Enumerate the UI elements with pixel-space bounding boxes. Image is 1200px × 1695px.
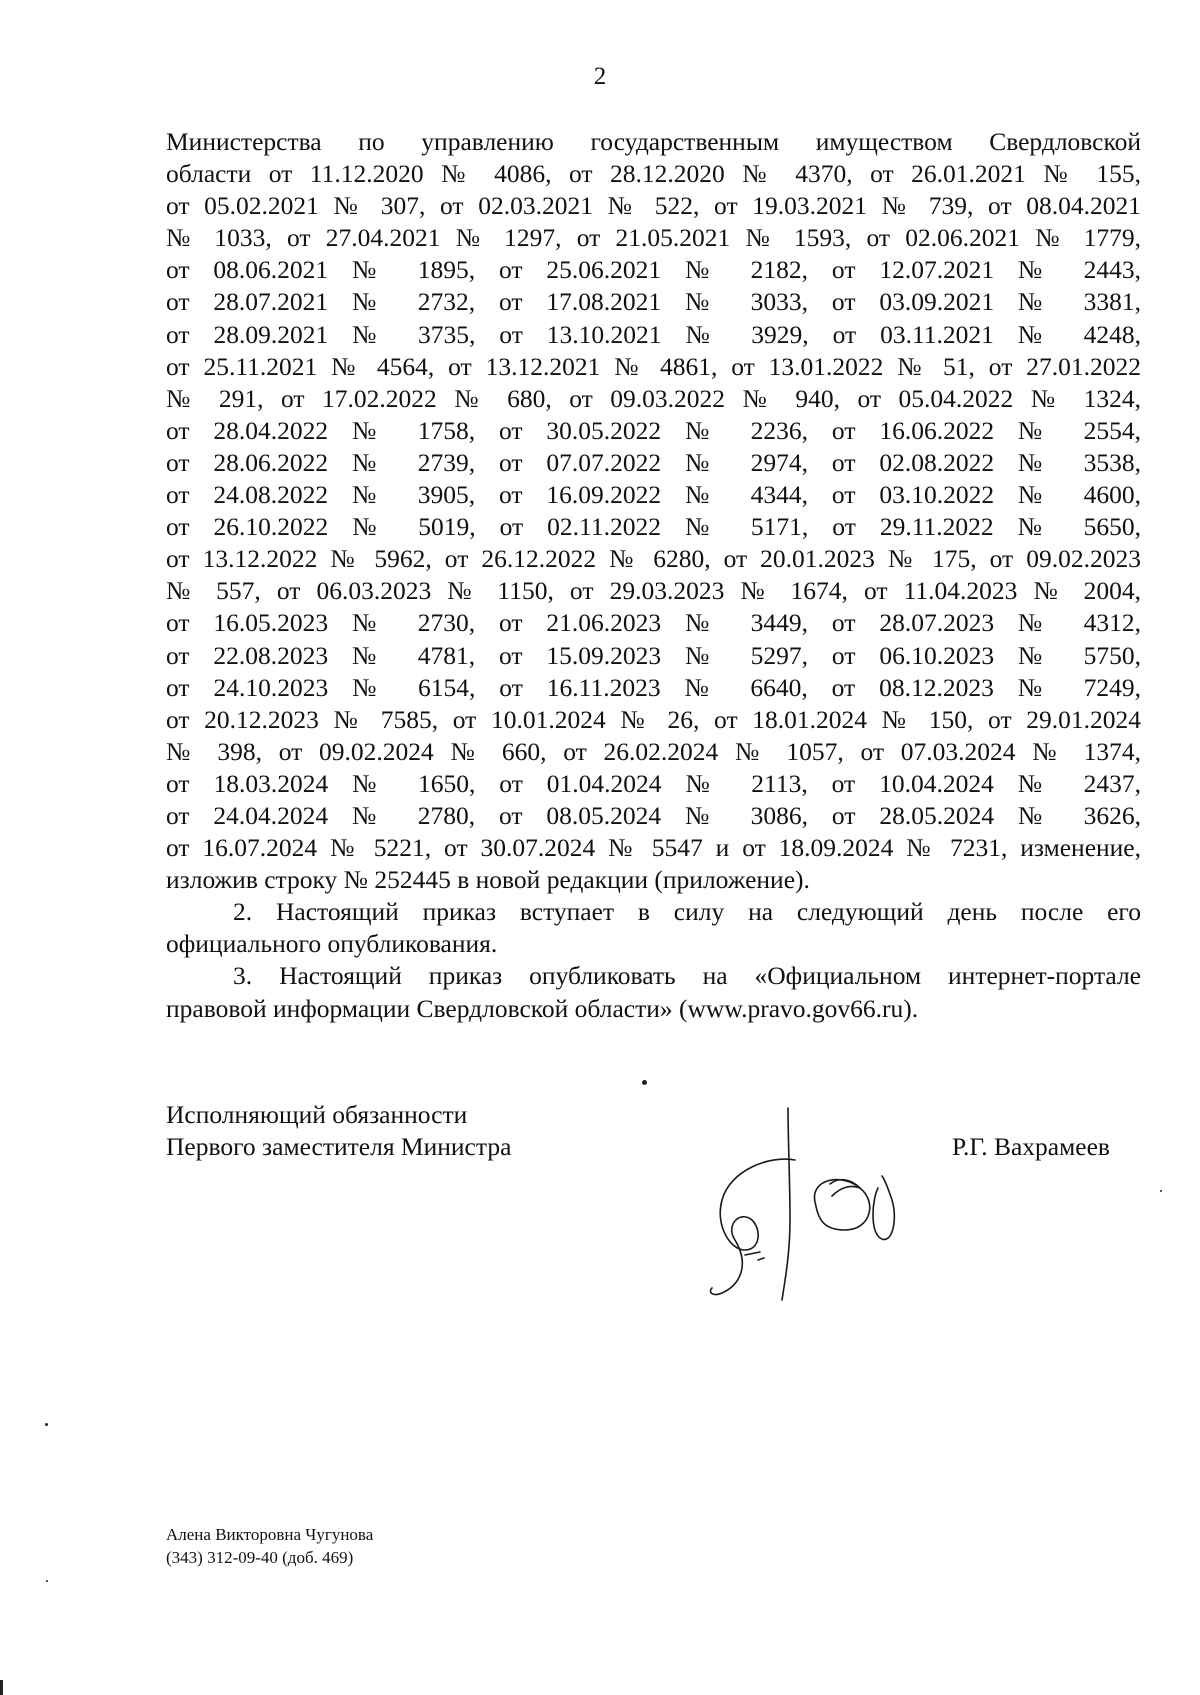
- scan-speck: [642, 1080, 647, 1085]
- scan-speck: [0, 1680, 3, 1695]
- body-line: от 22.08.2023 № 4781, от 15.09.2023 № 5297, от 06.10.2023 № 5750,: [166, 640, 1141, 670]
- body-line: от 28.09.2021 № 3735, от 13.10.2021 № 3929, от 03.11.2021 № 4248,: [166, 319, 1141, 349]
- scan-speck: [1160, 1190, 1162, 1192]
- body-line: изложив строку № 252445 в новой редакции (приложение).: [166, 865, 810, 895]
- body-line: от 28.07.2021 № 2732, от 17.08.2021 № 3033, от 03.09.2021 № 3381,: [166, 287, 1141, 317]
- body-line: от 20.12.2023 № 7585, от 10.01.2024 № 26, от 18.01.2024 № 150, от 29.01.2024: [166, 704, 1141, 734]
- body-line: от 24.04.2024 № 2780, от 08.05.2024 № 3086, от 28.05.2024 № 3626,: [166, 800, 1141, 830]
- executor-info: [166, 1523, 373, 1569]
- body-line: от 16.05.2023 № 2730, от 21.06.2023 № 3449, от 28.07.2023 № 4312,: [166, 608, 1141, 638]
- body-line: № 557, от 06.03.2023 № 1150, от 29.03.2023 № 1674, от 11.04.2023 № 2004,: [166, 576, 1141, 606]
- clause-2-line: 2. Настоящий приказ вступает в силу на следующий день после его: [233, 897, 1141, 927]
- clause-3-line: 3. Настоящий приказ опубликовать на «Официальном интернет-портале: [233, 961, 1141, 991]
- body-line: от 28.04.2022 № 1758, от 30.05.2022 № 2236, от 16.06.2022 № 2554,: [166, 415, 1141, 445]
- page-number: 2: [593, 63, 607, 90]
- scan-speck: [45, 1423, 48, 1426]
- clause-2-line: официального опубликования.: [166, 929, 498, 959]
- scan-speck: [46, 1580, 48, 1582]
- body-line: № 398, от 09.02.2024 № 660, от 26.02.2024 № 1057, от 07.03.2024 № 1374,: [166, 736, 1141, 766]
- body-line: от 08.06.2021 № 1895, от 25.06.2021 № 2182, от 12.07.2021 № 2443,: [166, 255, 1141, 285]
- body-line: от 13.12.2022 № 5962, от 26.12.2022 № 6280, от 20.01.2023 № 175, от 09.02.2023: [166, 544, 1141, 574]
- body-line: от 24.10.2023 № 6154, от 16.11.2023 № 6640, от 08.12.2023 № 7249,: [166, 672, 1141, 702]
- body-line: от 16.07.2024 № 5221, от 30.07.2024 № 5547 и от 18.09.2024 № 7231, изменение,: [166, 833, 1141, 863]
- body-text: [166, 126, 1141, 1025]
- signer-title: [166, 1099, 511, 1163]
- body-line: от 24.08.2022 № 3905, от 16.09.2022 № 4344, от 03.10.2022 № 4600,: [166, 480, 1141, 510]
- executor-name: Алена Викторовна Чугунова: [166, 1525, 374, 1544]
- handwritten-signature: [700, 1100, 940, 1310]
- body-line: Министерства по управлению государственным имуществом Свердловской: [166, 127, 1141, 156]
- clause-3-line: правовой информации Свердловской области» (www.pravo.gov66.ru).: [166, 993, 919, 1023]
- signer-name: Р.Г. Вахрамеев: [952, 1132, 1110, 1161]
- body-line: от 28.06.2022 № 2739, от 07.07.2022 № 2974, от 02.08.2022 № 3538,: [166, 447, 1141, 477]
- signer-title-line: Первого заместителя Министра: [166, 1132, 512, 1161]
- executor-phone: (343) 312-09-40 (доб. 469): [166, 1548, 354, 1567]
- body-line: от 26.10.2022 № 5019, от 02.11.2022 № 5171, от 29.11.2022 № 5650,: [166, 512, 1141, 542]
- body-line: от 25.11.2021 № 4564, от 13.12.2021 № 4861, от 13.01.2022 № 51, от 27.01.2022: [166, 351, 1141, 381]
- body-line: области от 11.12.2020 № 4086, от 28.12.2020 № 4370, от 26.01.2021 № 155,: [166, 159, 1141, 189]
- signer-title-line: Исполняющий обязанности: [166, 1100, 468, 1129]
- body-line: от 05.02.2021 № 307, от 02.03.2021 № 522, от 19.03.2021 № 739, от 08.04.2021: [166, 191, 1141, 221]
- body-line: от 18.03.2024 № 1650, от 01.04.2024 № 2113, от 10.04.2024 № 2437,: [166, 768, 1141, 798]
- body-line: № 291, от 17.02.2022 № 680, от 09.03.2022 № 940, от 05.04.2022 № 1324,: [166, 383, 1141, 413]
- body-line: № 1033, от 27.04.2021 № 1297, от 21.05.2021 № 1593, от 02.06.2021 № 1779,: [166, 223, 1141, 253]
